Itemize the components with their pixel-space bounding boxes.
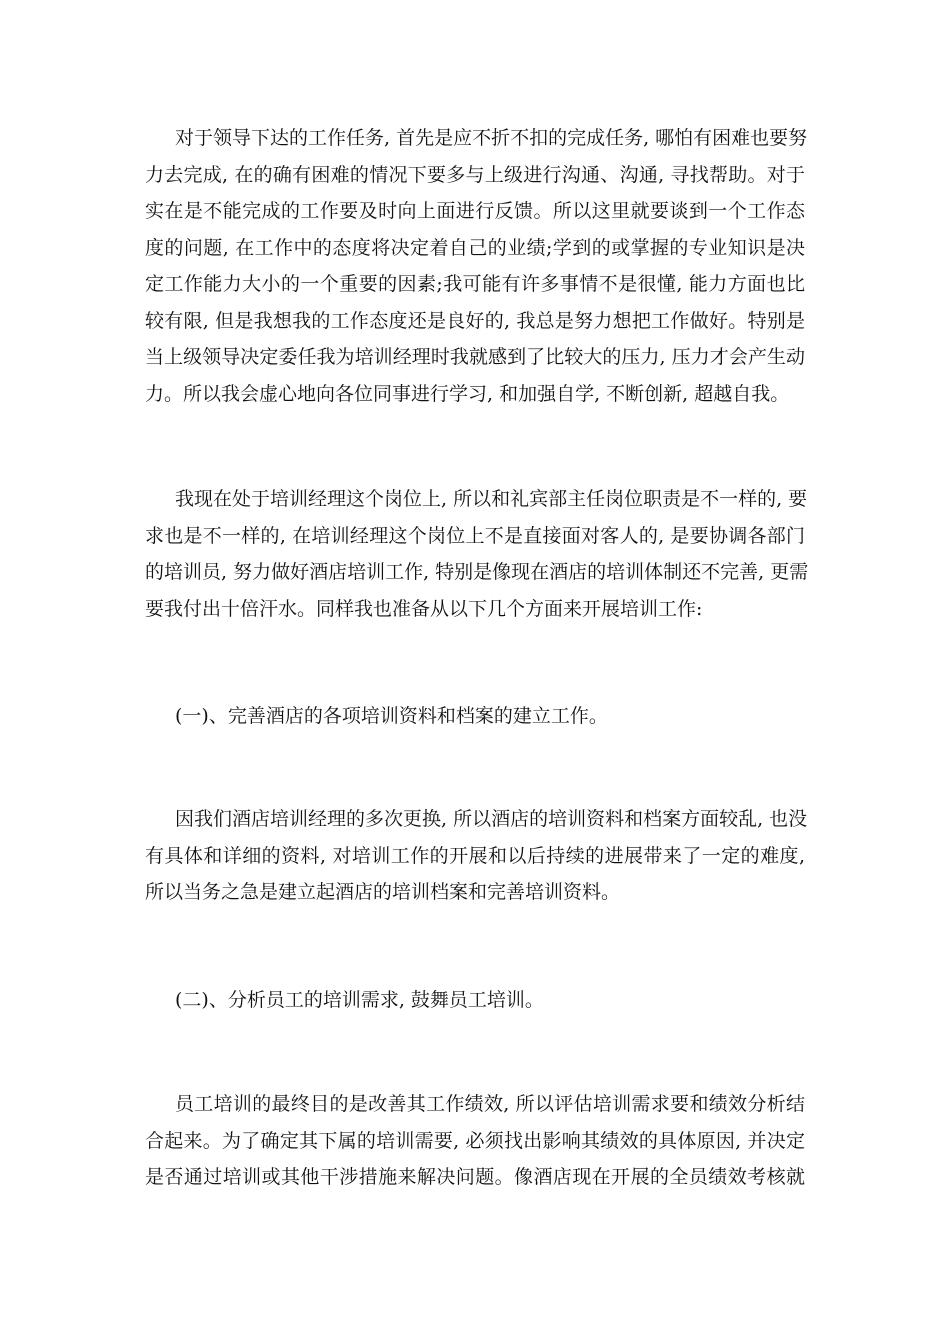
text-line: 对于领导下达的工作任务, 首先是应不折不扣的完成任务, 哪怕有困难也要努 xyxy=(175,127,808,149)
text-line: 较有限, 但是我想我的工作态度还是良好的, 我总是努力想把工作做好。特别是 xyxy=(145,309,805,332)
text-line: 合起来。为了确定其下属的培训需要, 必须找出影响其绩效的具体原因, 并决定 xyxy=(145,1129,805,1152)
paragraph-3 xyxy=(145,801,808,911)
text-line: 要我付出十倍汗水。同样我也准备从以下几个方面来开展培训工作: xyxy=(145,597,703,620)
paragraph-1 xyxy=(145,120,808,412)
text-line: 员工培训的最终目的是改善其工作绩效, 所以评估培训需求要和绩效分析结 xyxy=(175,1093,805,1115)
section-heading-2: (二)、分析员工的培训需求, 鼓舞员工培训。 xyxy=(175,989,544,1011)
text-line: 当上级领导决定委任我为培训经理时我就感到了比较大的压力, 压力才会产生动 xyxy=(145,346,805,368)
paragraph-2 xyxy=(145,481,809,627)
text-line: 力。所以我会虚心地向各位同事进行学习, 和加强自学, 不断创新, 超越自我。 xyxy=(145,382,790,405)
text-line: 有具体和详细的资料, 对培训工作的开展和以后持续的进展带来了一定的难度, xyxy=(145,844,805,867)
paragraph-4 xyxy=(145,1086,805,1196)
section-heading-1: (一)、完善酒店的各项培训资料和档案的建立工作。 xyxy=(175,705,608,727)
text-line: 我现在处于培训经理这个岗位上, 所以和礼宾部主任岗位职责是不一样的, 要 xyxy=(175,488,808,510)
text-line: 是否通过培训或其他干涉措施来解决问题。像酒店现在开展的全员绩效考核就 xyxy=(145,1166,805,1188)
text-line: 定工作能力大小的一个重要的因素;我可能有许多事情不是很懂, 能力方面也比 xyxy=(145,273,805,295)
text-line: 因我们酒店培训经理的多次更换, 所以酒店的培训资料和档案方面较乱, 也没 xyxy=(175,808,808,830)
text-line: 度的问题, 在工作中的态度将决定着自己的业绩;学到的或掌握的专业知识是决 xyxy=(145,236,805,259)
text-line: 力去完成, 在的确有困难的情况下要多与上级进行沟通、沟通, 寻找帮助。对于 xyxy=(145,163,805,186)
text-line: 的培训员, 努力做好酒店培训工作, 特别是像现在酒店的培训体制还不完善, 更需 xyxy=(145,561,809,583)
text-line: 求也是不一样的, 在培训经理这个岗位上不是直接面对客人的, 是要协调各部门 xyxy=(145,524,805,547)
text-line: 实在是不能完成的工作要及时向上面进行反馈。所以这里就要谈到一个工作态 xyxy=(145,200,805,222)
text-line: 所以当务之急是建立起酒店的培训档案和完善培训资料。 xyxy=(145,881,621,903)
